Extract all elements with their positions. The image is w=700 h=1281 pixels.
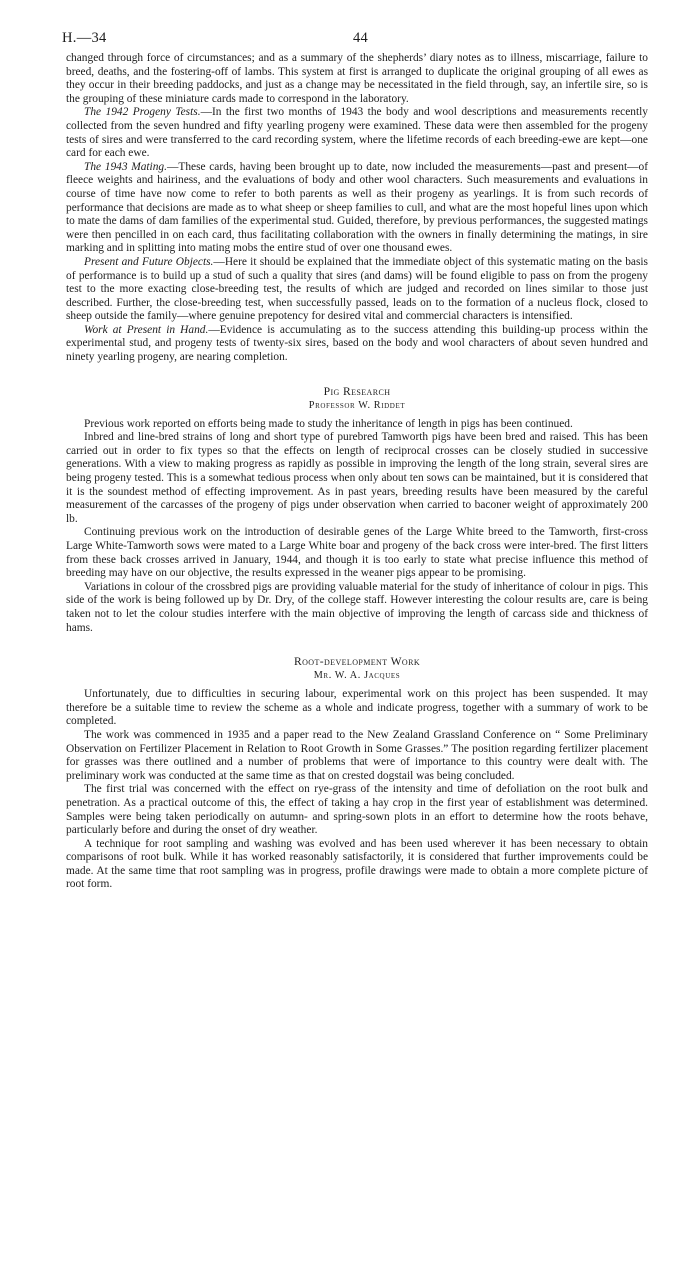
root-paragraph-3: The first trial was concerned with the effect on rye-grass of the intensity and time of defoliation on the root bulk and penetration. As a practical outcome of this, the effect of taking a hay crop in the first year of establishment was determined. Samples were being taken periodically on autumn- and spring-sown plots in an effort to determine how the roots behave, particularly before and during the onset of dry weather. — [66, 783, 648, 837]
root-paragraph-4: A technique for root sampling and washing was evolved and has been used wherever it has been necessary to obtain comparisons of root bulk. While it has worked reasonably satisfactorily, it is considered that further improvements could be made. At the same time that root sampling was in progress, profile drawings were made to obtain a more complete picture of root form. — [66, 837, 648, 891]
page-header — [62, 30, 648, 52]
work-in-hand-heading: Work at Present in Hand. — [84, 323, 209, 336]
pig-paragraph-1: Previous work reported on efforts being made to study the inheritance of length in pigs has been continued. — [84, 417, 573, 430]
document-page — [62, 30, 648, 892]
pig-research-title: Pig Research — [323, 384, 391, 398]
pig-paragraph-2: Inbred and line-bred strains of long and short type of purebred Tamworth pigs have been bred and raised. This has been carried out in order to fix types so that the effects on length of reciprocal crosses can be closely studied in successive generations. With a view to making progress as rapidly as possible in improving the length of the long strain, several sires are being progeny tested. This is a somewhat tedious process when only about ten sows can be maintained, but it is considered that it is the soundest method of effecting improvement. As in past years, breeding results have been measured by the careful measurement of the carcasses of the progeny of pigs under observation when carried to baconer weight of approximately 200 lb. — [66, 431, 648, 525]
root-development-byline: Mr. W. A. Jacques — [313, 670, 401, 682]
objects-heading: Present and Future Objects. — [84, 255, 214, 268]
progeny-tests-body: —In the first two months of 1943 the body and wool descriptions and measurements recently collected from the seven hundred and fifty yearling progeny were examined. These data were then assembled for the progeny tests of sires and were transferred to the card recording system, where the lifetime records of each breeding-ewe are kept—one card for each ewe. — [66, 106, 648, 160]
sheep-intro-paragraph: changed through force of circumstances; and as a summary of the shepherds’ diary notes as to illness, miscarriage, failure to breed, deaths, and the fostering-off of lambs. This system at first is arranged to duplicate the original grouping of all ewes as they occur in their breeding paddocks, and just as a change may be necessitated in the field through, say, an infertile sire, so is the grouping of these miniature cards made to correspond in the laboratory. — [66, 52, 648, 105]
progeny-tests-paragraph — [66, 106, 648, 160]
work-in-hand-paragraph — [66, 324, 648, 365]
progeny-tests-heading: The 1942 Progeny Tests. — [84, 106, 201, 119]
root-paragraph-1: Unfortunately, due to difficulties in securing labour, experimental work on this project has been suspended. It may therefore be a suitable time to review the scheme as a whole and indicate progress, together with a summary of work to be completed. — [66, 688, 648, 728]
root-paragraph-2: The work was commenced in 1935 and a paper read to the New Zealand Grassland Conference on “ Some Preliminary Observation on Fertilizer Placement in Relation to Root Growth in Some Grasses.” The position regarding fertilizer placement for grasses was there outlined and a number of problems that were of importance to this country were dealt with. The preliminary work was conducted at the same time as that on crested dogstail was being concluded. — [66, 728, 648, 782]
pig-paragraph-4: Variations in colour of the crossbred pigs are providing valuable material for the study of inheritance of colour in pigs. This side of the work is being followed up by Dr. Dry, of the college staff. However interesting the colour results are, care is being taken not to let the colour studies interfere with the main objective of improving the length of carcass side and thickness of hams. — [66, 580, 648, 634]
report-reference: H.—34 — [62, 30, 107, 46]
mating-paragraph — [66, 161, 648, 256]
root-development-title: Root-development Work — [293, 655, 421, 669]
mating-heading: The 1943 Mating. — [84, 160, 167, 173]
objects-body: —Here it should be explained that the immediate object of this systematic mating on the basis of performance is to build up a stud of such a quality that sires (and dams) will be found eligible to pass on from the progeny test to the more exacting close-breeding test, the results of which are judged and recorded on lines similar to those just described. Further, the close-breeding test, when successfully passed, leads on to the formation of a nucleus flock, closed to sheep outside the family—where genuine prepotency for desired vital and commercial characters is intensified. — [66, 255, 648, 323]
page-number: 44 — [353, 30, 369, 46]
work-in-hand-body: —Evidence is accumulating as to the success attending this building-up process within the experimental stud, and progeny tests of twenty-six sires, based on the body and wool characters of about seven hundred and ninety yearling progeny, are nearing completion. — [66, 323, 648, 364]
pig-paragraph-3: Continuing previous work on the introduction of desirable genes of the Large White breed to the Tamworth, first-cross Large White-Tamworth sows were mated to a Large White boar and progeny of the back cross were inter-bred. The first litters from these back crosses arrived in January, 1944, and though it is too early to state what precise influence this method of breeding may have on our objective, the results expressed in the weaner pigs appear to be promising. — [66, 526, 648, 580]
pig-research-byline: Professor W. Riddet — [308, 399, 406, 411]
objects-paragraph — [66, 256, 648, 324]
mating-body: —These cards, having been brought up to date, now included the measurements—past and present—of fleece weights and hairiness, and the evaluations of body and other wool characters. Such measurements and evaluations in course of time have now come to refer to both parents as well as their progeny as yearlings. It is from such records of performance that decisions are made as to what sheep or sheep families to cull, and what are the most hopeful lines upon which to mate the dams of dam families of the experimental stud. Guided, therefore, by previous performances, the suggested matings were then pencilled in on each card, thus facilitating collaboration with the owners in finally determining the matings, in sire marking and in splitting into mating mobs the entire stud of over one thousand ewes. — [66, 160, 648, 255]
